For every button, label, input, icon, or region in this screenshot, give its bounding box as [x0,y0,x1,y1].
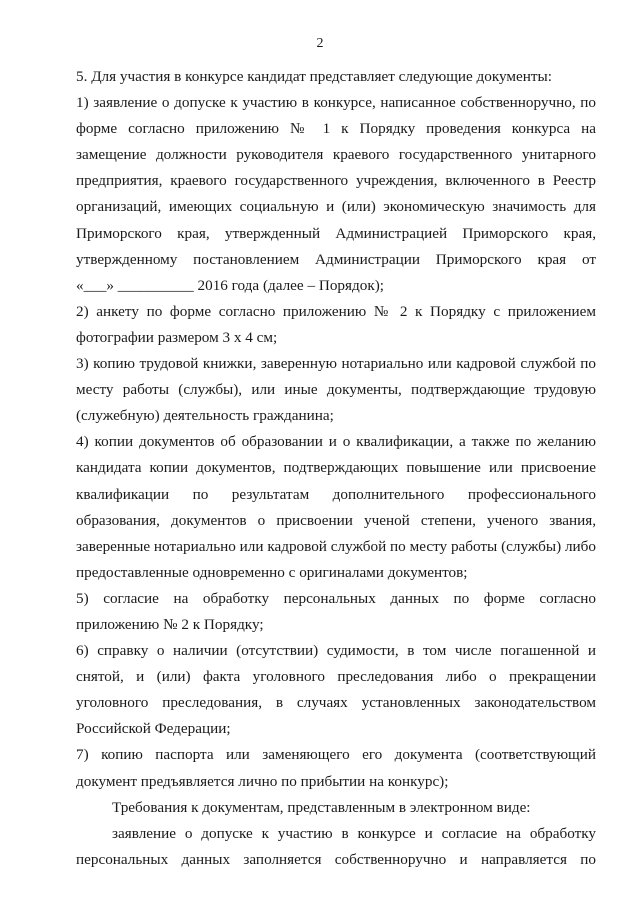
text-line: фотографии размером 3 х 4 см; [76,328,278,346]
text-line: заверенные нотариально или кадровой службой по месту работы (службы) либо [76,537,596,555]
text-line: 3) копию трудовой книжки, заверенную нотариально или кадровой службой по [76,355,596,373]
text-line: предприятия, краевого государственного учреждения, включенного в Реестр [76,172,596,190]
text-line: 5. Для участия в конкурсе кандидат представляет следующие документы: [76,68,552,85]
text-line: кандидата копии документов, подтверждающих повышение или присвоение [76,459,596,477]
text-line: 6) справку о наличии (отсутствии) судимости, в том числе погашенной и [76,642,596,660]
text-line: форме согласно приложению № 1 к Порядку проведения конкурса на [76,120,596,138]
text-line: 5) согласие на обработку персональных данных по форме согласно [76,589,596,607]
text-line: 4) копии документов об образовании и о квалификации, а также по желанию [76,433,596,451]
text-line: квалификации по результатам дополнительного профессионального [76,485,596,503]
document-body [76,64,596,873]
text-line: персональных данных заполняется собственноручно и направляется по [76,850,596,868]
page-number: 2 [316,36,324,51]
text-line: Требования к документам, представленным в электронном виде: [112,798,531,816]
text-line: 2) анкету по форме согласно приложению № 2 к Порядку с приложением [76,302,596,320]
text-line: 7) копию паспорта или заменяющего его документа (соответствующий [76,746,596,764]
text-line: замещение должности руководителя краевого государственного унитарного [76,146,596,164]
text-line: образования, документов о присвоении ученой степени, ученого звания, [76,511,596,529]
text-line: (служебную) деятельность гражданина; [76,407,334,425]
text-line: Российской Федерации; [76,720,231,738]
text-line: заявление о допуске к участию в конкурсе и согласие на обработку [112,824,596,842]
text-line: уголовного преследования, в случаях установленных законодательством [76,694,596,712]
text-line: 1) заявление о допуске к участию в конкурсе, написанное собственноручно, по [76,94,596,112]
text-line: предоставленные одновременно с оригиналами документов; [76,563,468,581]
text-line: месту работы (службы), или иные документы, подтверждающие трудовую [76,381,596,399]
text-line: Приморского края, утвержденный Администрацией Приморского края, [76,224,596,242]
text-line: приложению № 2 к Порядку; [76,615,264,633]
text-line: утвержденному постановлением Администрации Приморского края от [76,250,596,268]
text-line: документ предъявляется лично по прибытии на конкурс); [76,772,449,790]
text-line: организаций, имеющих социальную и (или) экономическую значимость для [76,198,596,216]
text-line: «___» __________ 2016 года (далее – Порядок); [76,276,384,294]
text-line: снятой, и (или) факта уголовного преследования либо о прекращении [76,668,596,686]
